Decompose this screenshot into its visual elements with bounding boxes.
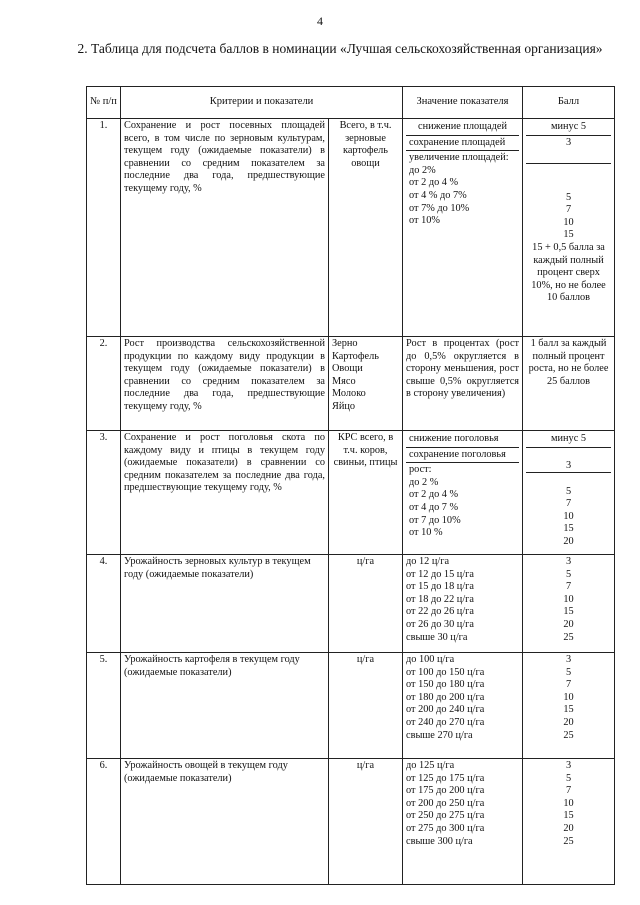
list-line: увеличение площадей: [409, 152, 509, 164]
list-line: от 275 до 300 ц/га [406, 822, 485, 834]
list-line: 3 [565, 760, 572, 771]
header-number: № п/п [87, 87, 121, 119]
row-number: 4. [87, 555, 121, 653]
list-line: от 15 до 18 ц/га [406, 581, 474, 593]
row-values [403, 759, 523, 885]
list-line: от 200 до 240 ц/га [406, 704, 485, 716]
table-heading: 2. Таблица для подсчета баллов в номинации «Лучшая сельскохозяйственная организация» [77, 41, 603, 56]
list-line: свыше 30 ц/га [406, 631, 468, 643]
row-subcategory: Всего, в т.ч. зерновые картофель овощи [329, 119, 403, 337]
list-line: 20 [563, 716, 574, 728]
table-row [87, 337, 615, 431]
row-subcategory [329, 337, 403, 431]
value-item: сохранение площадей [406, 136, 519, 152]
list-line: от 2 до 4 % [409, 177, 459, 189]
list-line: от 100 до 150 ц/га [406, 666, 485, 678]
list-line: рост: [409, 464, 432, 476]
list-line: 15 [563, 229, 574, 241]
list-line: 15 + 0,5 балла за каждый полный процент сверх 10%, но не более 10 баллов [531, 241, 606, 304]
table-row [87, 555, 615, 653]
row-scores [523, 759, 615, 885]
row-value: Рост в процентах (рост до 0,5% округляется в сторону меньшения, рост свыше 0,5% округляется в сторону увеличения) [403, 337, 523, 431]
list-line: 10 [563, 510, 574, 522]
header-score: Балл [523, 87, 615, 119]
table-row [87, 431, 615, 555]
value-list [406, 463, 519, 541]
list-line: 7 [565, 204, 572, 216]
value-item: снижение поголовья [406, 432, 519, 448]
row-unit: ц/га [329, 759, 403, 885]
row-subcategory: КРС всего, в т.ч. коров, свиньи, птицы [329, 431, 403, 555]
table-row [87, 119, 615, 337]
row-number: 1. [87, 119, 121, 337]
list-line: от 7 до 10% [409, 514, 461, 526]
score-item: 3 [526, 136, 611, 164]
list-line: 25 [563, 631, 574, 643]
list-line: от 250 до 275 ц/га [406, 810, 485, 822]
score-list [526, 473, 611, 550]
row-score: 1 балл за каждый полный процент роста, но не более 25 баллов [523, 337, 615, 431]
score-list [526, 164, 611, 306]
list-line: 20 [563, 535, 574, 547]
row-scores [523, 119, 615, 337]
list-line: Мясо [332, 375, 356, 387]
list-line: от 10% [409, 215, 440, 227]
list-line: 7 [565, 498, 572, 510]
list-line: от 180 до 200 ц/га [406, 691, 485, 703]
list-line: 20 [563, 618, 574, 630]
list-line: 25 [563, 835, 574, 847]
row-values [403, 555, 523, 653]
list-line: до 100 ц/га [406, 654, 455, 665]
list-line: 5 [565, 485, 572, 497]
list-line: свыше 300 ц/га [406, 835, 473, 847]
row-values [403, 119, 523, 337]
list-line: 20 [563, 822, 574, 834]
list-line: от 200 до 250 ц/га [406, 797, 485, 809]
table-row [87, 653, 615, 759]
list-line: 10 [563, 593, 574, 605]
row-number: 3. [87, 431, 121, 555]
row-criteria: Сохранение и рост поголовья скота по каждому виду и птицы в текущем году (ожидаемые показатели) в сравнении со средним показателем за последние два года, предшествующие текущему году, % [121, 431, 329, 555]
list-line: 15 [563, 606, 574, 618]
list-line: от 4 до 7 % [409, 501, 459, 513]
list-line: от 18 до 22 ц/га [406, 593, 474, 605]
list-line: до 2% [409, 164, 436, 176]
list-line: 3 [565, 654, 572, 665]
row-values [403, 653, 523, 759]
list-line: 25 [563, 729, 574, 741]
table-header-row [87, 87, 615, 119]
value-list [406, 151, 519, 229]
row-scores [523, 653, 615, 759]
list-line: до 2 % [409, 476, 439, 488]
score-item: минус 5 [526, 432, 611, 448]
list-line: от 22 до 26 ц/га [406, 606, 474, 618]
table-row [87, 759, 615, 885]
row-number: 5. [87, 653, 121, 759]
list-line: от 26 до 30 ц/га [406, 618, 474, 630]
list-line: 10 [563, 691, 574, 703]
row-number: 2. [87, 337, 121, 431]
page-number: 4 [317, 14, 323, 28]
row-criteria: Урожайность зерновых культур в текущем году (ожидаемые показатели) [121, 555, 329, 653]
list-line: от 2 до 4 % [409, 489, 459, 501]
list-line: 5 [565, 568, 572, 580]
list-line: свыше 270 ц/га [406, 729, 473, 741]
score-item: 3 [526, 448, 611, 473]
row-scores [523, 555, 615, 653]
list-line: 15 [563, 704, 574, 716]
row-scores [523, 431, 615, 555]
list-line: 7 [565, 785, 572, 797]
list-line: 7 [565, 581, 572, 593]
value-item: снижение площадей [406, 120, 519, 136]
score-table [86, 86, 615, 885]
list-line: Картофель [332, 350, 379, 362]
list-line: 5 [565, 191, 572, 203]
list-line: 5 [565, 772, 572, 784]
list-line: от 7% до 10% [409, 202, 470, 214]
row-number: 6. [87, 759, 121, 885]
list-line: 3 [565, 556, 572, 567]
score-item: минус 5 [526, 120, 611, 136]
list-line: Молоко [332, 388, 366, 400]
header-criteria: Критерии и показатели [121, 87, 403, 119]
row-criteria: Рост производства сельскохозяйственной продукции по каждому виду продукции в текущем году (ожидаемые показатели) в сравнении со средним показателем за последние два года, предшествующие текущему году, % [121, 337, 329, 431]
list-line: 15 [563, 810, 574, 822]
list-line: от 125 до 175 ц/га [406, 772, 485, 784]
row-criteria: Урожайность картофеля в текущем году (ожидаемые показатели) [121, 653, 329, 759]
list-line: 10 [563, 797, 574, 809]
value-item: сохранение поголовья [406, 448, 519, 464]
list-line: до 12 ц/га [406, 556, 450, 567]
list-line: 5 [565, 666, 572, 678]
row-criteria: Сохранение и рост посевных площадей всего, в том числе по зерновым культурам, текущем году (ожидаемые показатели) в сравнении со средним показателем за последние два года, предшествующие текущему году, % [121, 119, 329, 337]
list-line: Овощи [332, 363, 363, 375]
row-unit: ц/га [329, 555, 403, 653]
list-line: Зерно [332, 338, 358, 349]
list-line: до 125 ц/га [406, 760, 455, 771]
list-line: 7 [565, 679, 572, 691]
list-line: от 4 % до 7% [409, 189, 467, 201]
list-line: от 240 до 270 ц/га [406, 716, 485, 728]
list-line: 10 [563, 216, 574, 228]
row-values [403, 431, 523, 555]
row-criteria: Урожайность овощей в текущем году (ожидаемые показатели) [121, 759, 329, 885]
list-line: 15 [563, 523, 574, 535]
list-line: от 150 до 180 ц/га [406, 679, 485, 691]
row-unit: ц/га [329, 653, 403, 759]
list-line: от 10 % [409, 527, 443, 539]
list-line: от 175 до 200 ц/га [406, 785, 485, 797]
list-line: от 12 до 15 ц/га [406, 568, 474, 580]
header-value: Значение показателя [403, 87, 523, 119]
list-line: Яйцо [332, 400, 356, 412]
